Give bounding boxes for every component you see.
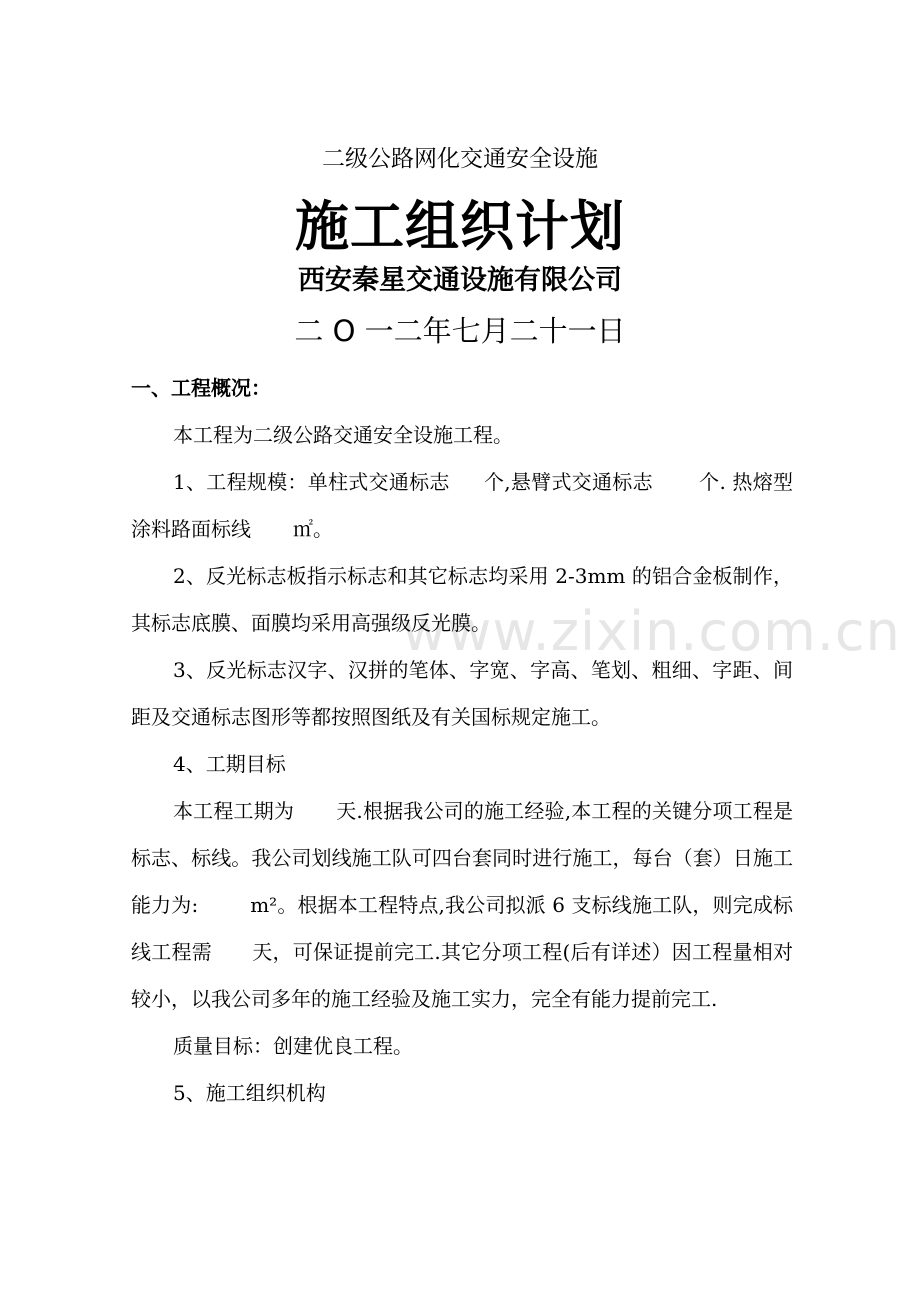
scale-text-2: 个,悬臂式交通标志 xyxy=(483,470,653,494)
watermark: www.zixin.com.cn xyxy=(402,600,901,663)
paragraph-intro: 本工程为二级公路交通安全设施工程。 xyxy=(173,423,513,447)
paragraph-quality: 质量目标：创建优良工程。 xyxy=(173,1034,413,1058)
schedule-text-1: 本工程工期为 xyxy=(173,799,295,823)
document-subtitle: 二级公路网化交通安全设施 xyxy=(322,146,598,172)
schedule-text-3: m²。根据本工程特点,我公司拟派 6 支标线施工队，则完成标线工程需 xyxy=(131,893,793,964)
scale-text-1: 1、工程规模：单柱式交通标志 xyxy=(173,470,450,494)
document-date: 二 O 一二年七月二十一日 xyxy=(294,314,626,348)
document-title: 施工组织计划 xyxy=(295,195,625,258)
schedule-text-4: 天，可保证提前完工.其它分项工程(后有详述）因工程量相对较小，以我公司多年的施工经验及施工实力，完全有能力提前完工. xyxy=(131,940,793,1011)
paragraph-schedule-heading: 4、工期目标 xyxy=(173,752,286,776)
section-heading-overview: 一、工程概况： xyxy=(131,376,271,400)
schedule-text-2: 天.根据我公司的施工经验,本工程的关键分项工程是标志、标线。我公司划线施工队可四台套同时进行施工，每台（套）日施工能力为: xyxy=(131,799,794,917)
paragraph-schedule xyxy=(131,788,793,1023)
company-name: 西安秦星交通设施有限公司 xyxy=(298,265,622,296)
scale-text-3: 个. 热熔型涂料路面标线 xyxy=(131,470,794,541)
paragraph-organization: 5、施工组织机构 xyxy=(173,1081,326,1105)
overview-body xyxy=(131,412,793,1117)
paragraph-lettering: 3、反光标志汉字、汉拼的笔体、字宽、字高、笔划、粗细、字距、间距及交通标志图形等都按照图纸及有关国标规定施工。 xyxy=(131,658,793,729)
paragraph-material: 2、反光标志板指示标志和其它标志均采用 2-3mm 的铝合金板制作，其标志底膜、面膜均采用高强级反光膜。 xyxy=(131,564,793,635)
paragraph-scale xyxy=(131,459,793,553)
scale-text-4: ㎡。 xyxy=(293,517,333,541)
